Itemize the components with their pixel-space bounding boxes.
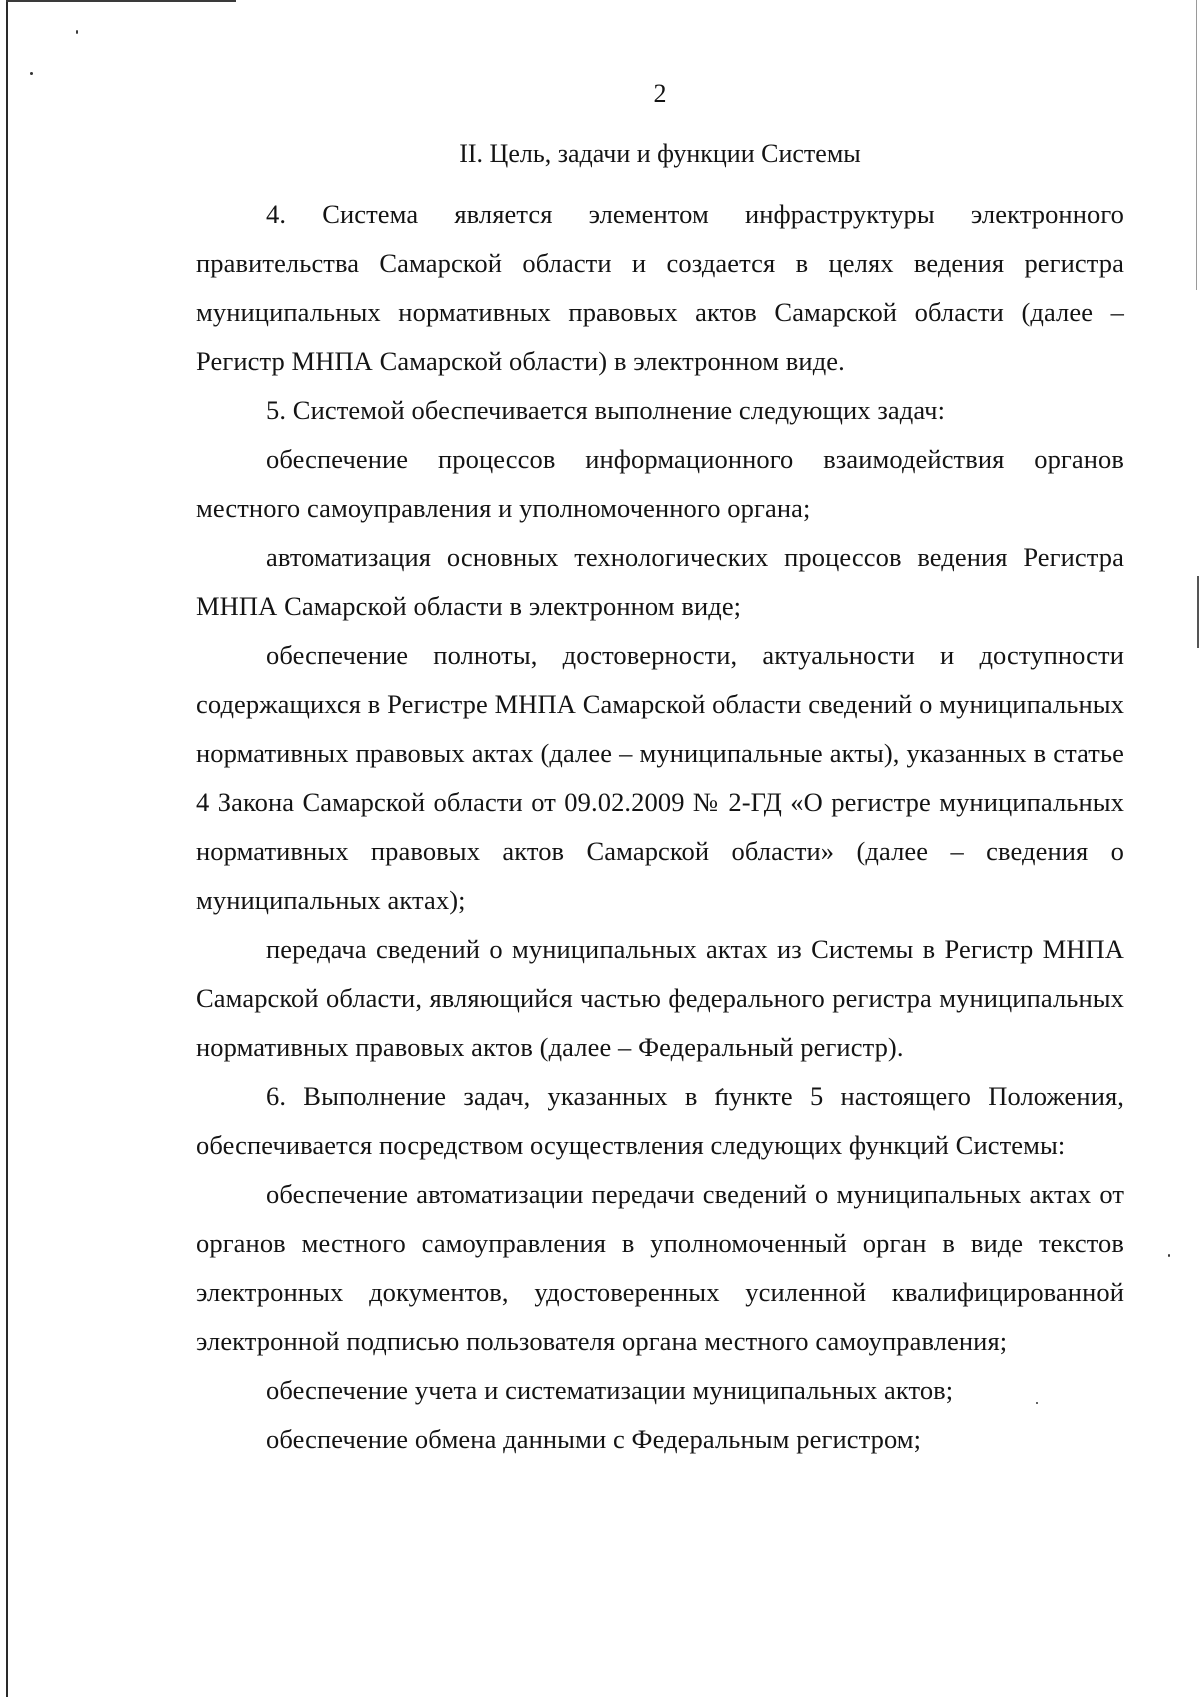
paragraph-task-interaction: обеспечение процессов информационного взаимодействия органов местного самоуправления и уполномоченного органа;	[196, 444, 1124, 523]
paragraph-function-exchange: обеспечение обмена данными с Федеральным регистром;	[266, 1424, 922, 1454]
scan-edge-right	[1196, 0, 1197, 290]
scan-edge-right-mark	[1197, 576, 1199, 648]
page-number: 2	[653, 79, 667, 108]
scan-speck	[30, 72, 33, 75]
paragraph-item-4: 4. Система является элементом инфраструктуры электронного правительства Самарской области и создается в целях ведения регистра муниципальных нормативных правовых актов Самарской области (далее – Регистр МНПА Самарской области) в электронном виде.	[196, 199, 1124, 376]
paragraph-task-completeness: обеспечение полноты, достоверности, актуальности и доступности содержащихся в Регистре МНПА Самарской области сведений о муниципальных нормативных правовых актах (далее – муниципальные акты), указанных в статье 4 Закона Самарской области от 09.02.2009 № 2-ГД «О регистре муниципальных нормативных правовых актов Самарской области» (далее – сведения о муниципальных актах);	[196, 640, 1124, 915]
paragraph-task-transfer: передача сведений о муниципальных актах из Системы в Регистр МНПА Самарской области, являющийся частью федерального регистра муниципальных нормативных правовых актов (далее – Федеральный регистр).	[196, 934, 1124, 1062]
section-title: II. Цель, задачи и функции Системы	[459, 139, 861, 168]
scan-speck	[1168, 1254, 1170, 1257]
paragraph-item-6: 6. Выполнение задач, указанных в пункте 5 настоящего Положения, обеспечивается посредством осуществления следующих функций Системы:	[196, 1081, 1124, 1160]
scan-edge-left	[6, 0, 8, 1697]
paragraph-item-5: 5. Системой обеспечивается выполнение следующих задач:	[266, 395, 946, 425]
body-text	[196, 190, 1124, 1464]
scan-edge-top	[6, 0, 236, 2]
scan-speck	[76, 30, 78, 34]
paragraph-function-automation: обеспечение автоматизации передачи сведений о муниципальных актах от органов местного самоуправления в уполномоченный орган в виде текстов электронных документов, удостоверенных усиленной квалифицированной электронной подписью пользователя органа местного самоуправления;	[196, 1179, 1124, 1356]
paragraph-function-accounting: обеспечение учета и систематизации муниципальных актов;	[266, 1375, 954, 1405]
paragraph-task-automation: автоматизация основных технологических процессов ведения Регистра МНПА Самарской области в электронном виде;	[196, 542, 1124, 621]
